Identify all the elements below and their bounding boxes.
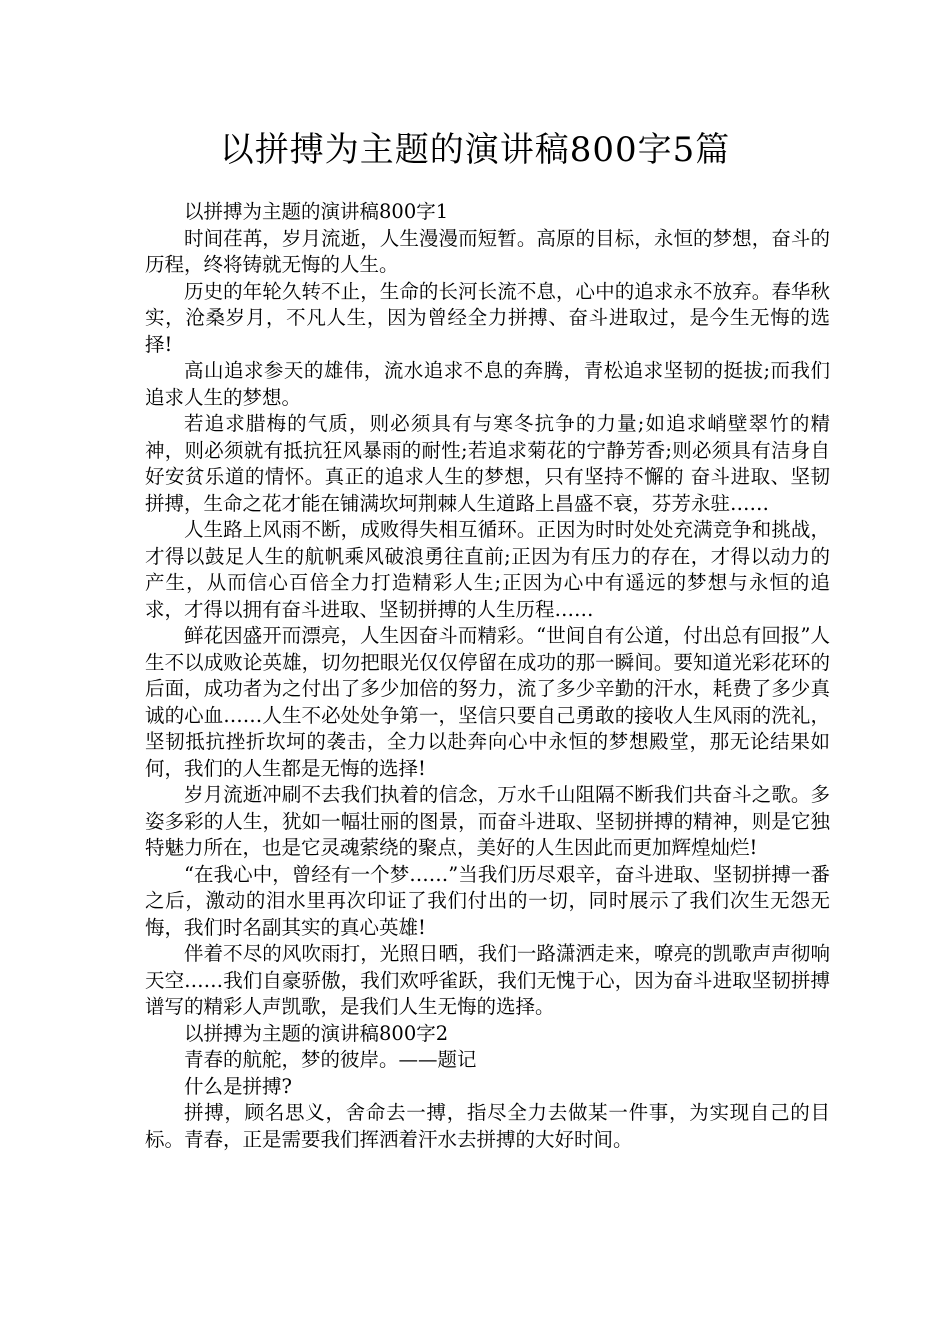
- document-body: [145, 199, 830, 1153]
- document-title: 以拼搏为主题的演讲稿800字5篇: [219, 130, 731, 170]
- paragraph: 鲜花因盛开而漂亮，人生因奋斗而精彩。“世间自有公道，付出总有回报”人生不以成败论英雄，切勿把眼光仅仅停留在成功的那一瞬间。要知道光彩花环的后面，成功者为之付出了多少加倍的努力，流了多少辛勤的汗水，耗费了多少真诚的心血……人生不必处处争第一，坚信只要自己勇敢的接收人生风雨的洗礼，坚韧抵抗挫折坎坷的袭击，全力以赴奔向心中永恒的梦想殿堂，那无论结果如何，我们的人生都是无悔的选择!: [145, 624, 830, 780]
- paragraph: 时间荏苒，岁月流逝，人生漫漫而短暂。高原的目标，永恒的梦想，奋斗的历程，终将铸就无悔的人生。: [145, 226, 830, 276]
- paragraph: “在我心中，曾经有一个梦……”当我们历尽艰辛，奋斗进取、坚韧拼搏一番之后，激动的泪水里再次印证了我们付出的一切，同时展示了我们次生无怨无悔，我们时名副其实的真心英雄!: [145, 862, 830, 939]
- paragraph: 拼搏，顾名思义，舍命去一搏，指尽全力去做某一件事，为实现自己的目标。青春，正是需要我们挥洒着汗水去拼搏的大好时间。: [145, 1101, 830, 1151]
- paragraph: 高山追求参天的雄伟，流水追求不息的奔腾，青松追求坚韧的挺拔;而我们追求人生的梦想。: [145, 359, 830, 409]
- paragraph: 人生路上风雨不断，成败得失相互循环。正因为时时处处充满竞争和挑战，才得以鼓足人生的航帆乘风破浪勇往直前;正因为有压力的存在，才得以动力的产生，从而信心百倍全力打造精彩人生;正因为心中有遥远的梦想与永恒的追求，才得以拥有奋斗进取、坚韧拼搏的人生历程……: [145, 518, 830, 621]
- paragraph: 伴着不尽的风吹雨打，光照日晒，我们一路潇洒走来，嘹亮的凯歌声声彻响天空……我们自豪骄傲，我们欢呼雀跃，我们无愧于心，因为奋斗进取坚韧拼搏谱写的精彩人声凯歌，是我们人生无悔的选择。: [145, 942, 830, 1018]
- paragraph: 历史的年轮久转不止，生命的长河长流不息，心中的追求永不放弃。春华秋实，沧桑岁月，不凡人生，因为曾经全力拼搏、奋斗进取过，是今生无悔的选择!: [145, 279, 830, 356]
- section-heading-1: 以拼搏为主题的演讲稿800字1: [184, 200, 449, 223]
- paragraph: 什么是拼搏?: [184, 1074, 292, 1098]
- paragraph: 岁月流逝冲刷不去我们执着的信念，万水千山阻隔不断我们共奋斗之歌。多姿多彩的人生，犹如一幅壮丽的图景，而奋斗进取、坚韧拼搏的精神，则是它独特魅力所在，也是它灵魂萦绕的聚点，美好的人生因此而更加辉煌灿烂!: [145, 783, 830, 859]
- section-heading-2: 以拼搏为主题的演讲稿800字2: [184, 1021, 449, 1045]
- epigraph: 青春的航舵，梦的彼岸。——题记: [184, 1048, 477, 1071]
- paragraph: 若追求腊梅的气质，则必须具有与寒冬抗争的力量;如追求峭壁翠竹的精神，则必须就有抵抗狂风暴雨的耐性;若追求菊花的宁静芳香;则必须具有洁身自好安贫乐道的情怀。真正的追求人生的梦想，只有坚持不懈的 奋斗进取、坚韧拼搏，生命之花才能在铺满坎坷荆棘人生道路上昌盛不衰，芬芳永驻……: [145, 412, 830, 515]
